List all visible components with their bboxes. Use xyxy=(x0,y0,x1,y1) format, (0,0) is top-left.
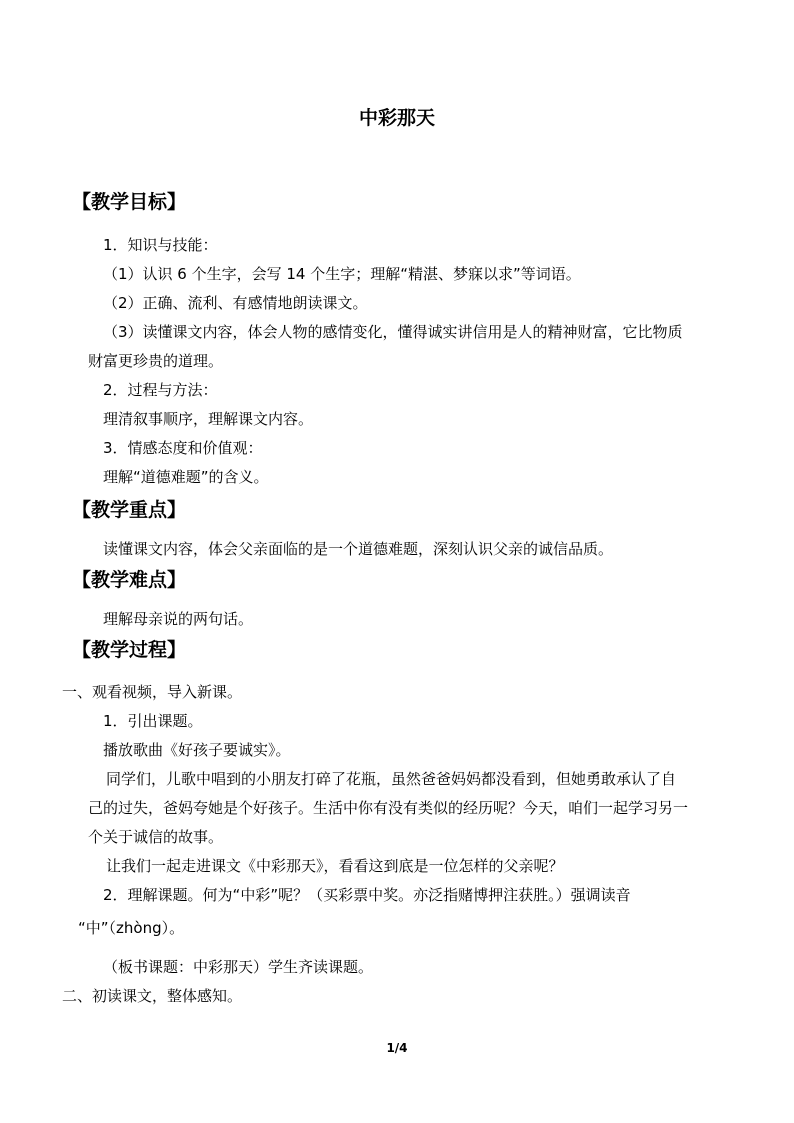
objective-line: （3）读懂课文内容，体会人物的感情变化，懂得诚实讲信用是人的精神财富，它比物质 xyxy=(103,323,683,341)
page-indicator: 1/4 xyxy=(386,1041,408,1055)
process-line: 让我们一起走进课文《中彩那天》，看看这到底是一位怎样的父亲呢？ xyxy=(106,857,564,875)
objective-line: 财富更珍贵的道理。 xyxy=(88,352,224,370)
difficulties-text: 理解母亲说的两句话。 xyxy=(103,610,254,628)
objective-line: 理解“道德难题”的含义。 xyxy=(103,468,269,486)
section-heading-process: 【教学过程】 xyxy=(72,639,187,661)
process-line: 个关于诚信的故事。 xyxy=(88,828,224,846)
process-line: 1．引出课题。 xyxy=(103,712,203,730)
objective-line: 理清叙事顺序，理解课文内容。 xyxy=(103,410,314,428)
process-line: “中”（zhòng）。 xyxy=(78,919,185,937)
process-line: 己的过失，爸妈夸她是个好孩子。生活中你有没有类似的经历呢？今天，咱们一起学习另一 xyxy=(88,799,689,817)
section-heading-key-points: 【教学重点】 xyxy=(72,499,187,521)
objective-line: 3．情感态度和价值观： xyxy=(103,439,263,457)
key-points-text: 读懂课文内容，体会父亲面临的是一个道德难题，深刻认识父亲的诚信品质。 xyxy=(103,540,614,558)
objective-line: （2）正确、流利、有感情地朗读课文。 xyxy=(103,294,368,312)
process-line: 一、观看视频，导入新课。 xyxy=(62,683,243,701)
process-line: 播放歌曲《好孩子要诚实》。 xyxy=(103,741,291,759)
objective-line: （1）认识 6 个生字，会写 14 个生字；理解“精湛、梦寐以求”等词语。 xyxy=(103,265,581,283)
objective-line: 2．过程与方法： xyxy=(103,381,218,399)
section-heading-objectives: 【教学目标】 xyxy=(72,191,187,213)
process-line: 2．理解课题。何为“中彩”呢？（买彩票中奖。亦泛指赌博押注获胜。）强调读音 xyxy=(103,886,631,904)
process-line: 二、初读课文，整体感知。 xyxy=(62,987,243,1005)
document-title: 中彩那天 xyxy=(358,107,435,129)
process-line: （板书课题：中彩那天）学生齐读课题。 xyxy=(103,958,374,976)
objective-line: 1．知识与技能： xyxy=(103,236,218,254)
process-line: 同学们，儿歌中唱到的小朋友打碎了花瓶，虽然爸爸妈妈都没看到，但她勇敢承认了自 xyxy=(106,770,677,788)
section-heading-difficulties: 【教学难点】 xyxy=(72,569,187,591)
